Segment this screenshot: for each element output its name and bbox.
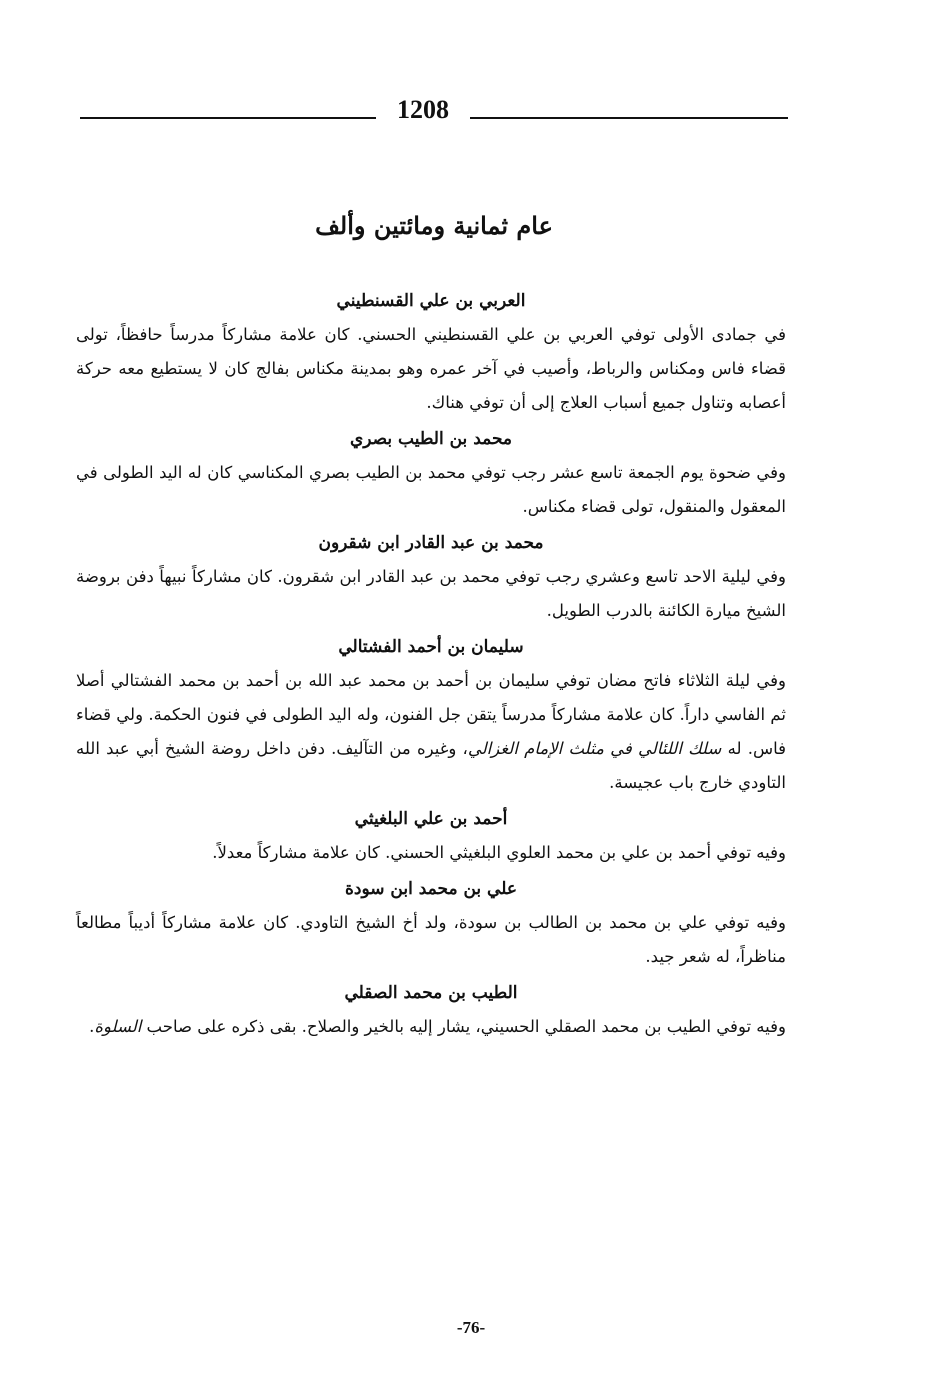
entry	[76, 526, 786, 628]
entry	[76, 284, 786, 420]
entry-text: وفيه توفي أحمد بن علي بن محمد العلوي البلغيثي الحسني. كان علامة مشاركاً معدلاً.	[212, 843, 786, 862]
entry	[76, 630, 786, 800]
header-rule-left	[80, 117, 376, 119]
entry-text-part: .	[89, 1017, 95, 1036]
entry-text	[76, 1010, 786, 1044]
entry-text: وفي ليلية الاحد تاسع وعشري رجب توفي محمد بن عبد القادر ابن شقرون. كان مشاركاً نبيهاً دفن بروضة الشيخ ميارة الكائنة بالدرب الطويل.	[76, 567, 786, 620]
entry	[76, 872, 786, 974]
entry-name: محمد بن الطيب بصري	[349, 429, 513, 449]
entry-text-part: ، وغيره من التآليف. دفن داخل روضة الشيخ أبي عبد الله التاودي خارج باب عجيسة.	[76, 739, 786, 792]
chapter-title: عام ثمانية ومائتين وألف	[315, 211, 553, 240]
entry-name: سليمان بن أحمد الفشتالي	[338, 637, 524, 657]
entry-name: علي بن محمد ابن سودة	[344, 879, 518, 899]
entry-name: العربي بن علي القسنطيني	[336, 291, 526, 311]
entry-name: محمد بن عبد القادر ابن شقرون	[318, 533, 544, 553]
obituary-list	[76, 284, 786, 1046]
entry-text: في جمادى الأولى توفي العربي بن علي القسنطيني الحسني. كان علامة مشاركاً مدرساً حافظاً، تولى قضاء فاس ومكناس والرباط، وأصيب في آخر عمره وهو بمدينة مكناس بفالج كان لا يستطيع معه حركة أعصابه وتناول جميع أسباب العلاج إلى أن توفي هناك.	[76, 325, 786, 412]
entry	[76, 802, 786, 870]
entry	[76, 422, 786, 524]
entry-text-part: وفيه توفي الطيب بن محمد الصقلي الحسيني، يشار إليه بالخير والصلاح. بقى ذكره على صاحب	[141, 1017, 786, 1036]
page-header	[80, 92, 788, 132]
entry-text	[76, 664, 786, 800]
book-title: سلك اللئالي في مثلث الإمام الغزالي	[467, 739, 722, 758]
entry	[76, 976, 786, 1044]
entry-name: أحمد بن علي البلغيثي	[354, 809, 508, 829]
year-heading: 1208	[397, 95, 449, 124]
book-title: السلوة	[94, 1017, 142, 1036]
entry-text: وفي ضحوة يوم الجمعة تاسع عشر رجب توفي محمد بن الطيب بصري المكناسي كان له اليد الطولى في المعقول والمنقول، تولى قضاء مكناس.	[76, 463, 786, 516]
entry-text: وفيه توفي علي بن محمد بن الطالب بن سودة، ولد أخ الشيخ التاودي. كان علامة مشاركاً أديباً مطالعاً مناظراً، له شعر جيد.	[76, 913, 786, 966]
entry-text-part: وفي ليلة الثلاثاء فاتح مضان توفي سليمان بن أحمد بن محمد عبد الله بن أحمد بن محمد الفشتالي أصلا ثم الفاسي داراً. كان علامة مشاركاً مدرساً يتقن جل الفنون، وله اليد الطولى في فنون الحكمة. ولي قضاء فاس. له	[76, 671, 787, 758]
entry-name: الطيب بن محمد الصقلي	[344, 983, 518, 1003]
header-rule-right	[470, 117, 788, 119]
page-folio: -76-	[456, 1318, 486, 1337]
